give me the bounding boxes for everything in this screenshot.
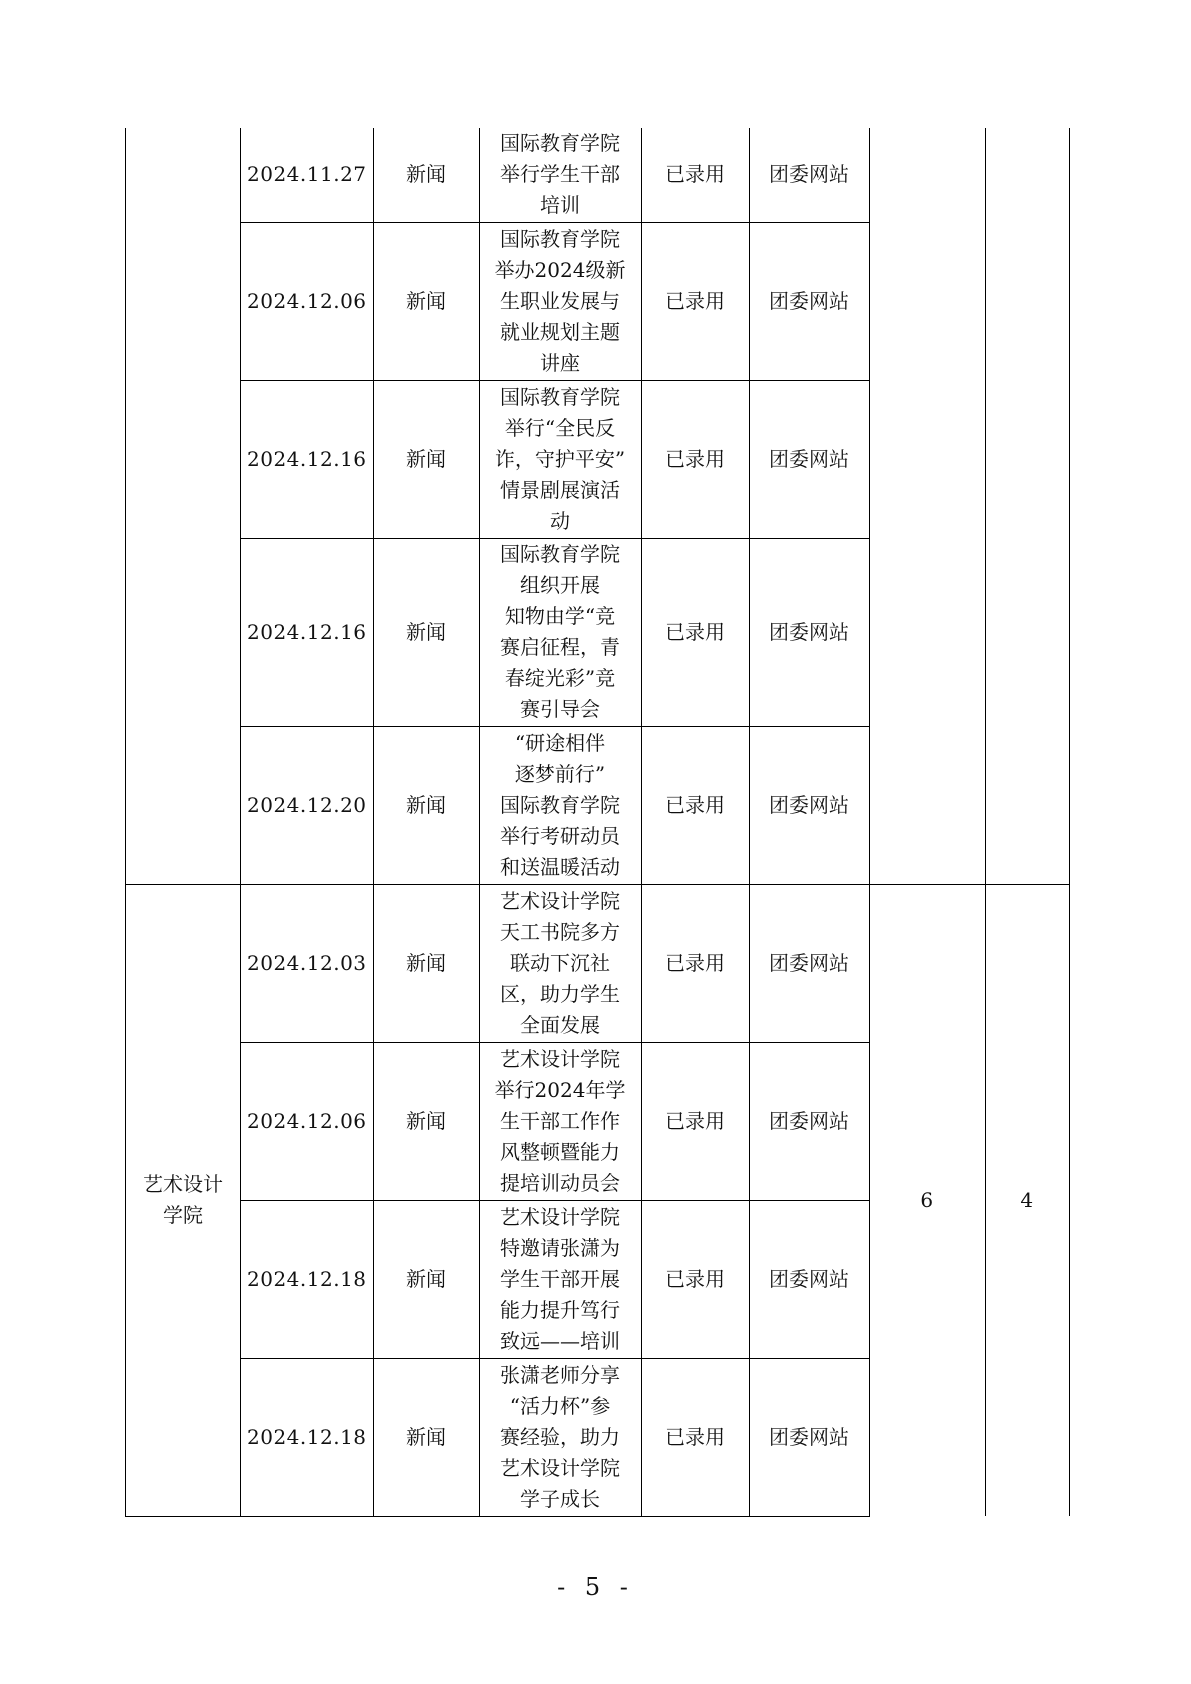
title-cell: [479, 1358, 641, 1516]
outlet-cell: 团委网站: [749, 1200, 869, 1358]
title-line: 艺术设计学院: [500, 1046, 621, 1071]
title-line: 国际教育学院: [500, 384, 621, 409]
title-line: 逐梦前行”: [514, 761, 606, 786]
college-cell: [126, 884, 241, 1516]
title-line: 提培训动员会: [500, 1170, 621, 1195]
title-line: 赛引导会: [520, 697, 601, 721]
outlet-cell: 团委网站: [749, 222, 869, 380]
title-line: 联动下沉社: [510, 950, 611, 975]
title-line: 举行考研动员: [500, 823, 621, 848]
title-line: 致远——培训: [500, 1328, 621, 1353]
type-cell: 新闻: [373, 1042, 479, 1200]
count-b-cell: [985, 128, 1069, 884]
title-line: 区，助力学生: [500, 981, 621, 1006]
table-row: [126, 128, 1070, 222]
title-line: 天工书院多方: [500, 919, 621, 944]
status-cell: 已录用: [641, 726, 749, 884]
title-line: 动: [550, 508, 571, 533]
date-cell: 2024.12.06: [241, 1042, 374, 1200]
outlet-cell: 团委网站: [749, 884, 869, 1042]
title-line: 张潇老师分享: [500, 1362, 621, 1387]
title-cell: [479, 538, 641, 726]
outlet-cell: 团委网站: [749, 1358, 869, 1516]
status-cell: 已录用: [641, 128, 749, 222]
date-cell: 2024.12.06: [241, 222, 374, 380]
title-line: 艺术设计学院: [500, 1455, 621, 1480]
title-line: 培训: [540, 193, 581, 218]
title-line: 诈，守护平安”: [494, 446, 626, 471]
title-line: 组织开展: [520, 573, 601, 597]
outlet-cell: 团委网站: [749, 726, 869, 884]
title-line: 生职业发展与: [500, 288, 621, 313]
date-cell: 2024.12.16: [241, 380, 374, 538]
status-cell: 已录用: [641, 1200, 749, 1358]
title-cell: [479, 1042, 641, 1200]
title-line: 春绽光彩”竞: [504, 666, 616, 690]
date-cell: 2024.12.18: [241, 1200, 374, 1358]
count-a-cell: [869, 128, 985, 884]
title-line: 和送温暖活动: [500, 854, 621, 879]
title-line: 全面发展: [520, 1012, 601, 1037]
title-cell: [479, 222, 641, 380]
title-line: 风整顿暨能力: [500, 1139, 621, 1164]
title-line: 国际教育学院: [500, 542, 621, 566]
title-line: 举办2024级新: [494, 257, 626, 282]
title-line: “研途相伴: [514, 730, 606, 755]
date-cell: 2024.12.20: [241, 726, 374, 884]
date-cell: 2024.11.27: [241, 128, 374, 222]
title-line: 讲座: [540, 350, 581, 375]
title-line: 赛启征程，青: [500, 635, 621, 659]
title-line: 赛经验，助力: [500, 1424, 621, 1449]
status-cell: 已录用: [641, 222, 749, 380]
count-a-cell: 6: [869, 884, 985, 1516]
status-cell: 已录用: [641, 380, 749, 538]
title-cell: [479, 128, 641, 222]
college-name-line: 学院: [163, 1203, 203, 1227]
title-line: 学生干部开展: [500, 1266, 621, 1291]
date-cell: 2024.12.03: [241, 884, 374, 1042]
title-line: 国际教育学院: [500, 131, 621, 156]
type-cell: 新闻: [373, 1358, 479, 1516]
submission-table: [125, 128, 1070, 1517]
title-line: 特邀请张潇为: [500, 1235, 621, 1260]
type-cell: 新闻: [373, 128, 479, 222]
type-cell: 新闻: [373, 884, 479, 1042]
outlet-cell: 团委网站: [749, 128, 869, 222]
title-cell: [479, 1200, 641, 1358]
type-cell: 新闻: [373, 538, 479, 726]
outlet-cell: 团委网站: [749, 1042, 869, 1200]
title-line: 艺术设计学院: [500, 888, 621, 913]
title-cell: [479, 380, 641, 538]
table-row: [126, 884, 1070, 1042]
type-cell: 新闻: [373, 1200, 479, 1358]
date-cell: 2024.12.16: [241, 538, 374, 726]
title-line: 能力提升笃行: [500, 1297, 621, 1322]
title-cell: [479, 884, 641, 1042]
count-b-cell: 4: [985, 884, 1069, 1516]
type-cell: 新闻: [373, 380, 479, 538]
outlet-cell: 团委网站: [749, 380, 869, 538]
outlet-cell: 团委网站: [749, 538, 869, 726]
title-line: 就业规划主题: [500, 319, 621, 344]
type-cell: 新闻: [373, 222, 479, 380]
title-line: 情景剧展演活: [500, 477, 621, 502]
title-line: 知物由学“竞: [504, 604, 616, 628]
college-name-line: 艺术设计: [143, 1172, 223, 1196]
type-cell: 新闻: [373, 726, 479, 884]
title-line: 学子成长: [520, 1486, 601, 1511]
title-line: 举行学生干部: [500, 162, 621, 187]
title-line: 国际教育学院: [500, 792, 621, 817]
page-number: - 5 -: [557, 1573, 634, 1601]
title-line: 生干部工作作: [500, 1108, 621, 1133]
title-line: 艺术设计学院: [500, 1204, 621, 1229]
status-cell: 已录用: [641, 538, 749, 726]
date-cell: 2024.12.18: [241, 1358, 374, 1516]
college-cell: [126, 128, 241, 884]
title-line: 举行2024年学: [494, 1077, 626, 1102]
title-line: “活力杯”参: [509, 1393, 611, 1418]
status-cell: 已录用: [641, 1042, 749, 1200]
title-cell: [479, 726, 641, 884]
title-line: 国际教育学院: [500, 226, 621, 251]
status-cell: 已录用: [641, 1358, 749, 1516]
title-line: 举行“全民反: [504, 415, 616, 440]
status-cell: 已录用: [641, 884, 749, 1042]
